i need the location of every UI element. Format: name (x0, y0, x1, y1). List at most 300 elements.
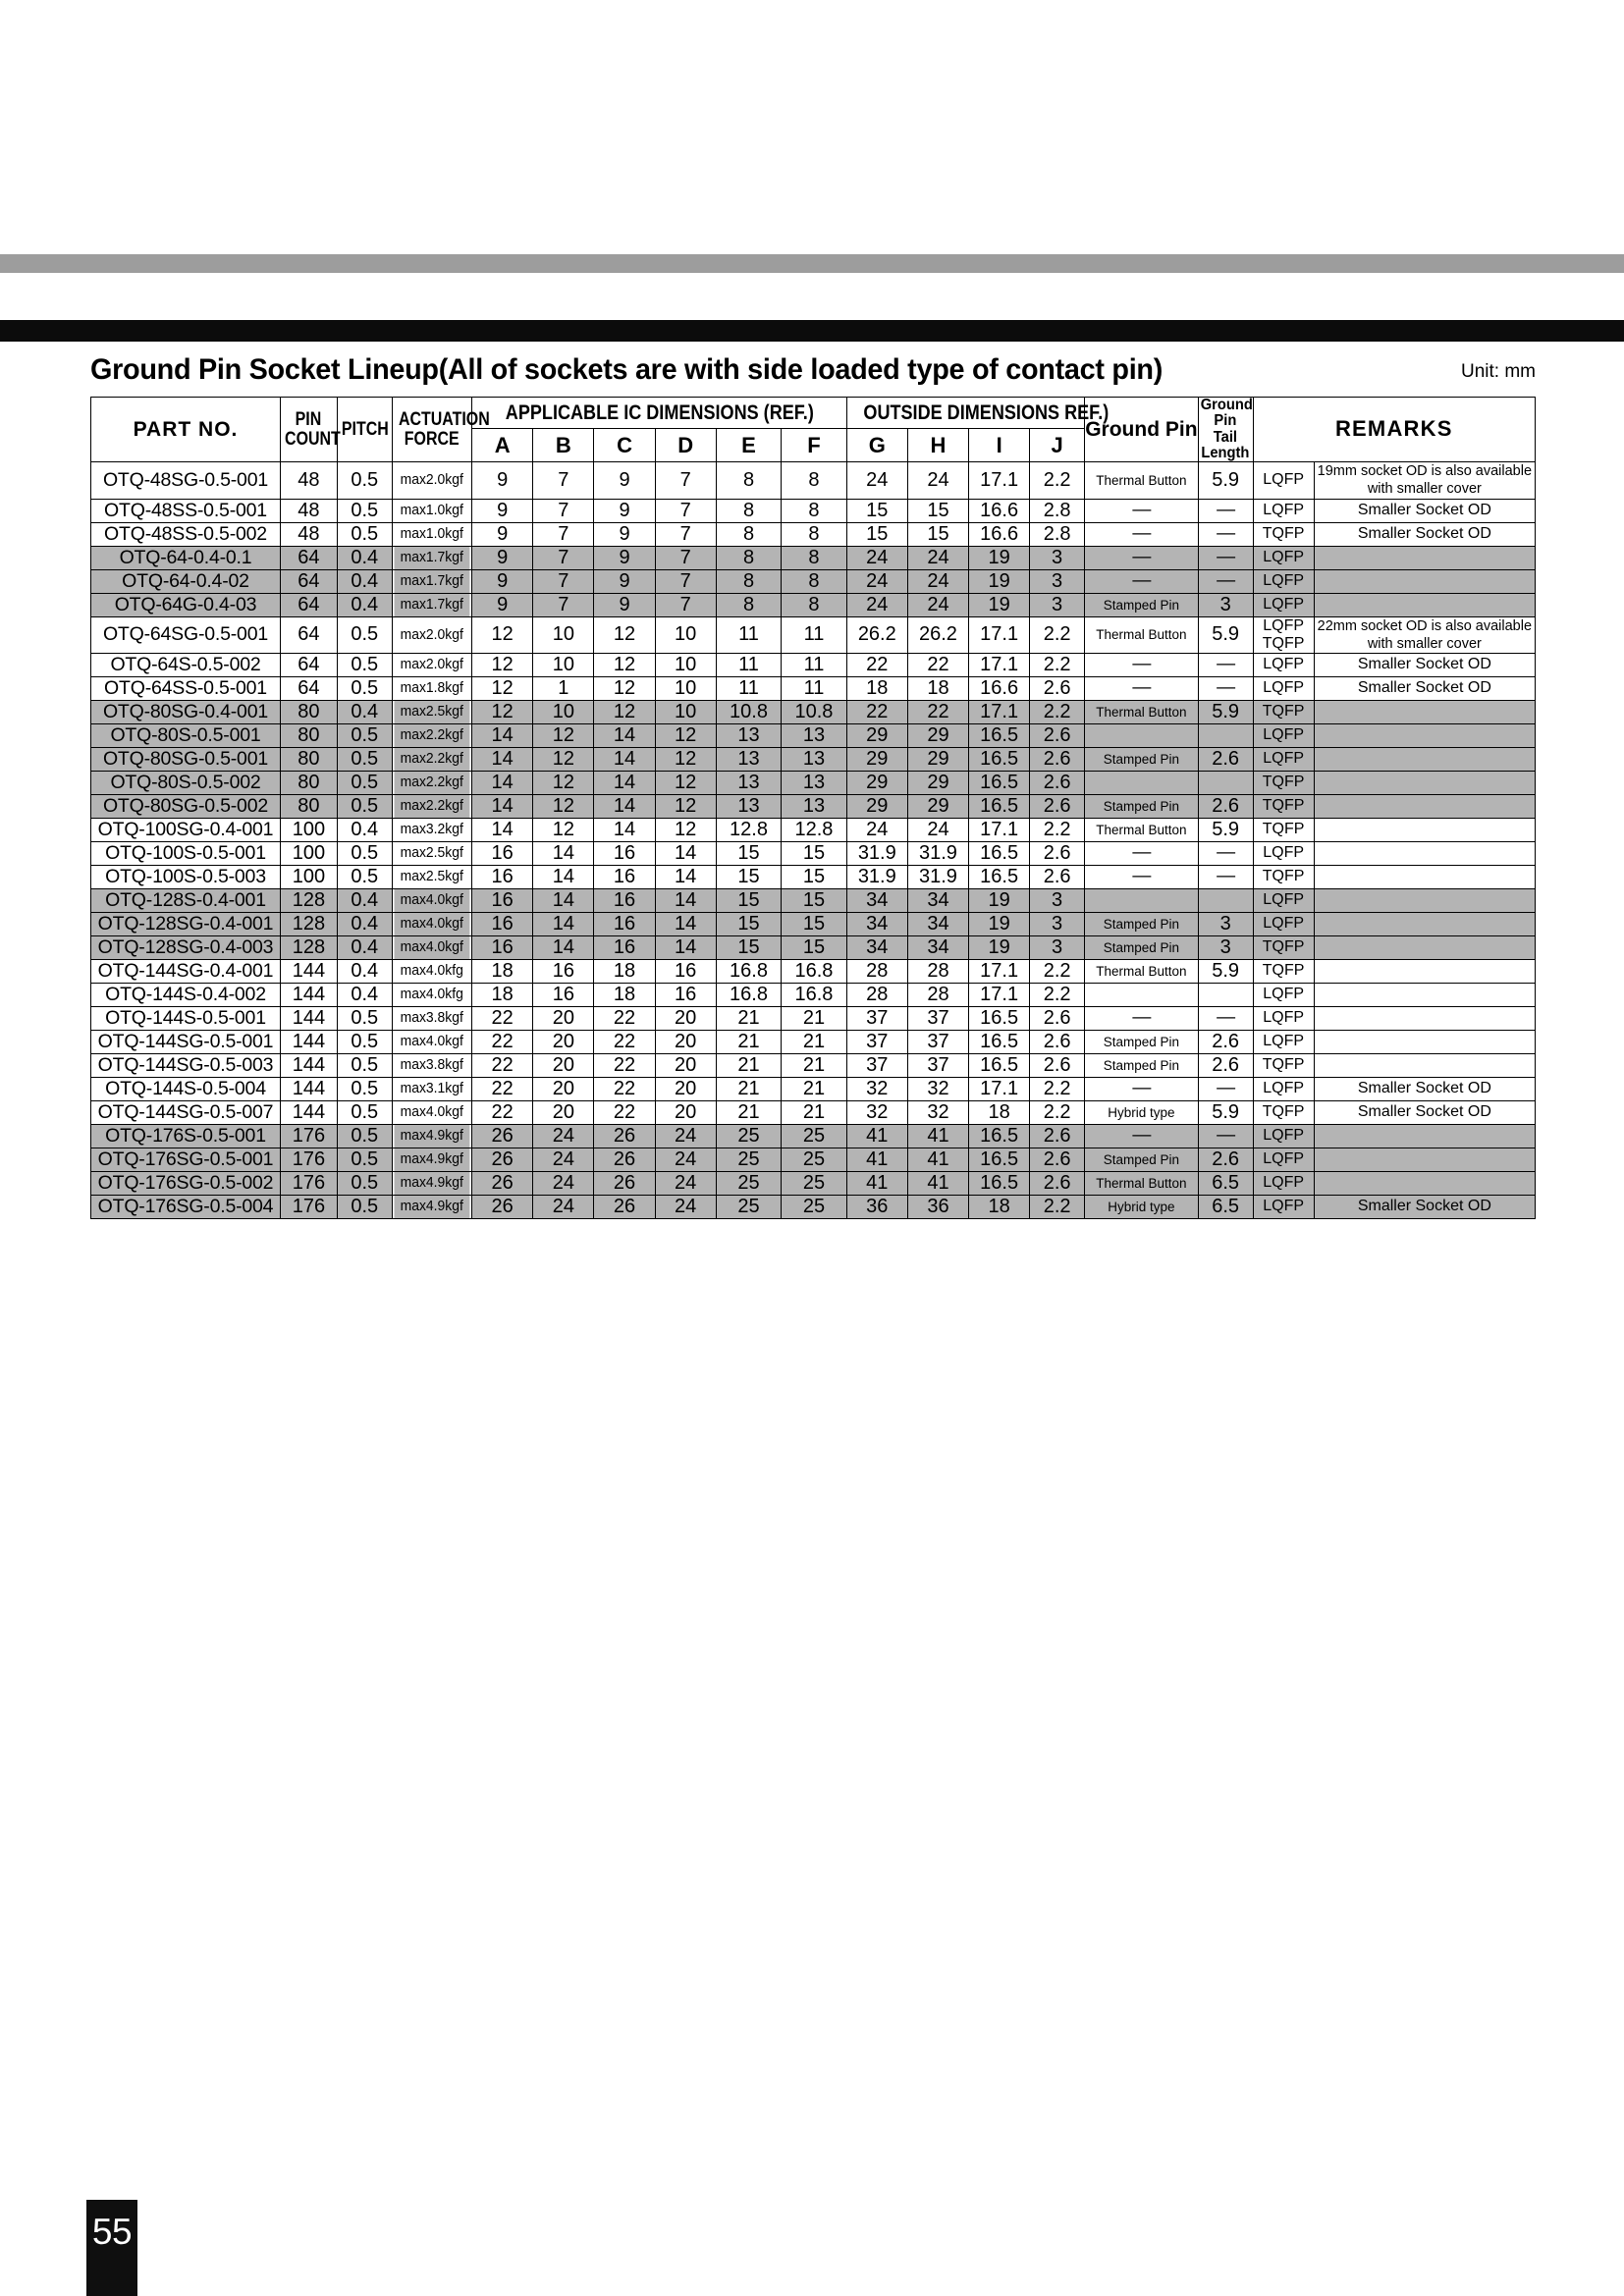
cell-H: 28 (907, 959, 968, 983)
cell-D: 14 (655, 912, 716, 935)
cell-part_no: OTQ-144SG-0.5-003 (91, 1053, 281, 1077)
cell-package: LQFP (1253, 593, 1314, 616)
cell-H: 26.2 (907, 616, 968, 653)
cell-force: max4.0kgf (394, 1030, 470, 1053)
cell-pitch: 0.5 (337, 522, 392, 546)
cell-tail: 5.9 (1198, 1100, 1253, 1124)
cell-A: 9 (472, 462, 533, 499)
cell-I: 16.5 (969, 747, 1030, 771)
cell-H: 29 (907, 794, 968, 818)
cell-pitch: 0.4 (337, 959, 392, 983)
cell-pin_count: 128 (280, 888, 337, 912)
cell-G: 29 (846, 794, 907, 818)
cell-tail: 5.9 (1198, 959, 1253, 983)
cell-H: 22 (907, 700, 968, 723)
cell-E: 8 (716, 499, 781, 522)
cell-remarks (1314, 794, 1535, 818)
cell-pitch: 0.5 (337, 747, 392, 771)
cell-tail: 3 (1198, 935, 1253, 959)
cell-pitch: 0.4 (337, 569, 392, 593)
cell-C: 22 (594, 1053, 655, 1077)
cell-ground_pin: Hybrid type (1085, 1100, 1199, 1124)
table-row (91, 771, 1536, 794)
cell-G: 24 (846, 818, 907, 841)
cell-force: max4.9kgf (394, 1195, 470, 1218)
cell-pitch: 0.4 (337, 888, 392, 912)
cell-J: 2.6 (1030, 1006, 1085, 1030)
cell-G: 28 (846, 959, 907, 983)
cell-ground_pin: — (1085, 499, 1199, 522)
cell-part_no: OTQ-48SS-0.5-001 (91, 499, 281, 522)
cell-C: 9 (594, 499, 655, 522)
cell-part_no: OTQ-144S-0.5-004 (91, 1077, 281, 1100)
cell-A: 22 (472, 1053, 533, 1077)
cell-ground_pin: Thermal Button (1085, 462, 1199, 499)
cell-H: 34 (907, 888, 968, 912)
header-row-group (91, 398, 1536, 429)
cell-G: 36 (846, 1195, 907, 1218)
cell-A: 9 (472, 569, 533, 593)
cell-G: 37 (846, 1030, 907, 1053)
cell-force: max3.2kgf (394, 818, 470, 841)
cell-D: 24 (655, 1195, 716, 1218)
cell-J: 3 (1030, 593, 1085, 616)
cell-D: 12 (655, 818, 716, 841)
cell-I: 19 (969, 912, 1030, 935)
cell-pin_count: 80 (280, 771, 337, 794)
cell-F: 25 (782, 1124, 846, 1148)
cell-pitch: 0.5 (337, 1077, 392, 1100)
cell-remarks (1314, 1148, 1535, 1171)
cell-H: 37 (907, 1053, 968, 1077)
cell-D: 20 (655, 1006, 716, 1030)
cell-ground_pin: — (1085, 865, 1199, 888)
col-header-dim-j: J (1030, 429, 1085, 462)
cell-part_no: OTQ-80SG-0.5-001 (91, 747, 281, 771)
cell-H: 28 (907, 983, 968, 1006)
cell-pin_count: 64 (280, 653, 337, 676)
cell-E: 10.8 (716, 700, 781, 723)
cell-H: 24 (907, 569, 968, 593)
cell-J: 3 (1030, 569, 1085, 593)
cell-force: max1.0kgf (394, 499, 470, 522)
cell-F: 8 (782, 546, 846, 569)
cell-I: 17.1 (969, 959, 1030, 983)
cell-remarks: Smaller Socket OD (1314, 499, 1535, 522)
cell-pin_count: 64 (280, 676, 337, 700)
cell-A: 22 (472, 1100, 533, 1124)
cell-D: 16 (655, 983, 716, 1006)
cell-E: 11 (716, 616, 781, 653)
cell-E: 21 (716, 1100, 781, 1124)
table-row (91, 676, 1536, 700)
cell-force: max2.5kgf (394, 865, 470, 888)
cell-force: max2.0kgf (394, 616, 470, 653)
cell-J: 2.2 (1030, 983, 1085, 1006)
cell-ground_pin: Thermal Button (1085, 700, 1199, 723)
cell-E: 13 (716, 794, 781, 818)
cell-D: 12 (655, 771, 716, 794)
cell-F: 13 (782, 747, 846, 771)
table-row (91, 499, 1536, 522)
cell-force: max3.1kgf (394, 1077, 470, 1100)
cell-D: 7 (655, 462, 716, 499)
cell-force: max4.0kgf (394, 912, 470, 935)
cell-G: 37 (846, 1006, 907, 1030)
cell-H: 29 (907, 723, 968, 747)
cell-A: 26 (472, 1195, 533, 1218)
cell-F: 21 (782, 1077, 846, 1100)
cell-C: 9 (594, 546, 655, 569)
cell-B: 7 (533, 593, 594, 616)
cell-F: 25 (782, 1171, 846, 1195)
cell-C: 9 (594, 593, 655, 616)
col-header-remarks: REMARKS (1253, 398, 1535, 462)
cell-remarks: Smaller Socket OD (1314, 653, 1535, 676)
cell-force: max2.0kgf (394, 462, 470, 499)
cell-part_no: OTQ-128SG-0.4-003 (91, 935, 281, 959)
cell-H: 24 (907, 462, 968, 499)
cell-tail: 6.5 (1198, 1195, 1253, 1218)
cell-I: 17.1 (969, 653, 1030, 676)
cell-E: 13 (716, 723, 781, 747)
cell-A: 14 (472, 771, 533, 794)
col-header-ground-pin: Ground Pin (1085, 398, 1199, 462)
cell-J: 3 (1030, 935, 1085, 959)
cell-part_no: OTQ-128S-0.4-001 (91, 888, 281, 912)
cell-tail: — (1198, 676, 1253, 700)
cell-D: 12 (655, 747, 716, 771)
cell-I: 18 (969, 1195, 1030, 1218)
cell-G: 22 (846, 653, 907, 676)
cell-B: 16 (533, 983, 594, 1006)
cell-D: 14 (655, 841, 716, 865)
cell-C: 22 (594, 1100, 655, 1124)
cell-I: 18 (969, 1100, 1030, 1124)
cell-E: 15 (716, 912, 781, 935)
cell-E: 8 (716, 522, 781, 546)
cell-pitch: 0.4 (337, 593, 392, 616)
cell-part_no: OTQ-80S-0.5-002 (91, 771, 281, 794)
cell-H: 24 (907, 546, 968, 569)
cell-pitch: 0.5 (337, 499, 392, 522)
cell-force: max3.8kgf (394, 1006, 470, 1030)
cell-A: 26 (472, 1171, 533, 1195)
cell-tail: 3 (1198, 593, 1253, 616)
cell-J: 3 (1030, 546, 1085, 569)
cell-package: LQFP (1253, 912, 1314, 935)
cell-I: 16.5 (969, 723, 1030, 747)
cell-D: 20 (655, 1030, 716, 1053)
cell-J: 2.2 (1030, 1100, 1085, 1124)
cell-package: LQFP (1253, 676, 1314, 700)
cell-D: 24 (655, 1148, 716, 1171)
cell-C: 16 (594, 865, 655, 888)
cell-package: LQFP (1253, 1171, 1314, 1195)
cell-pin_count: 128 (280, 935, 337, 959)
cell-remarks (1314, 771, 1535, 794)
cell-ground_pin: — (1085, 522, 1199, 546)
cell-tail: — (1198, 865, 1253, 888)
cell-E: 15 (716, 935, 781, 959)
cell-force: max1.7kgf (394, 546, 470, 569)
cell-D: 24 (655, 1171, 716, 1195)
cell-remarks (1314, 700, 1535, 723)
col-header-pin-count: PIN COUNT (285, 398, 333, 462)
cell-B: 14 (533, 912, 594, 935)
cell-ground_pin: Stamped Pin (1085, 593, 1199, 616)
table-row (91, 794, 1536, 818)
cell-F: 21 (782, 1053, 846, 1077)
page-title: Ground Pin Socket Lineup(All of sockets are with side loaded type of contact pin) (90, 353, 1164, 386)
cell-pitch: 0.5 (337, 462, 392, 499)
cell-force: max2.5kgf (394, 700, 470, 723)
cell-part_no: OTQ-144SG-0.5-007 (91, 1100, 281, 1124)
cell-A: 16 (472, 912, 533, 935)
cell-E: 13 (716, 747, 781, 771)
cell-pin_count: 48 (280, 499, 337, 522)
cell-force: max2.2kgf (394, 747, 470, 771)
cell-C: 16 (594, 912, 655, 935)
cell-H: 32 (907, 1077, 968, 1100)
cell-part_no: OTQ-144SG-0.5-001 (91, 1030, 281, 1053)
cell-part_no: OTQ-80SG-0.4-001 (91, 700, 281, 723)
cell-E: 15 (716, 841, 781, 865)
cell-J: 2.6 (1030, 841, 1085, 865)
cell-C: 12 (594, 616, 655, 653)
tail-length-l4: Length (1201, 444, 1250, 461)
cell-G: 26.2 (846, 616, 907, 653)
cell-F: 21 (782, 1100, 846, 1124)
table-row (91, 747, 1536, 771)
cell-C: 26 (594, 1171, 655, 1195)
cell-F: 25 (782, 1148, 846, 1171)
cell-ground_pin: — (1085, 1006, 1199, 1030)
cell-package: LQFP (1253, 888, 1314, 912)
cell-F: 8 (782, 569, 846, 593)
cell-D: 24 (655, 1124, 716, 1148)
cell-G: 15 (846, 522, 907, 546)
cell-force: max4.0kgf (394, 935, 470, 959)
cell-remarks (1314, 747, 1535, 771)
cell-E: 8 (716, 546, 781, 569)
cell-part_no: OTQ-64G-0.4-03 (91, 593, 281, 616)
cell-G: 34 (846, 888, 907, 912)
cell-I: 17.1 (969, 616, 1030, 653)
cell-package: TQFP (1253, 794, 1314, 818)
cell-tail: — (1198, 546, 1253, 569)
cell-H: 41 (907, 1148, 968, 1171)
cell-E: 13 (716, 771, 781, 794)
cell-E: 21 (716, 1077, 781, 1100)
cell-C: 16 (594, 888, 655, 912)
cell-package: LQFP (1253, 1077, 1314, 1100)
cell-D: 16 (655, 959, 716, 983)
cell-J: 2.6 (1030, 1030, 1085, 1053)
cell-I: 19 (969, 888, 1030, 912)
cell-A: 18 (472, 959, 533, 983)
cell-force: max1.7kgf (394, 593, 470, 616)
cell-tail: 5.9 (1198, 462, 1253, 499)
cell-H: 29 (907, 771, 968, 794)
cell-package: TQFP (1253, 865, 1314, 888)
cell-B: 12 (533, 818, 594, 841)
cell-pitch: 0.5 (337, 653, 392, 676)
cell-remarks (1314, 1053, 1535, 1077)
cell-D: 14 (655, 888, 716, 912)
cell-E: 21 (716, 1006, 781, 1030)
table-row (91, 983, 1536, 1006)
cell-H: 32 (907, 1100, 968, 1124)
cell-C: 14 (594, 818, 655, 841)
header-black-rule (0, 320, 1624, 342)
table-row (91, 1053, 1536, 1077)
cell-I: 16.6 (969, 676, 1030, 700)
cell-A: 14 (472, 723, 533, 747)
cell-E: 8 (716, 569, 781, 593)
cell-tail: 3 (1198, 912, 1253, 935)
cell-part_no: OTQ-48SG-0.5-001 (91, 462, 281, 499)
cell-J: 2.6 (1030, 865, 1085, 888)
cell-D: 10 (655, 653, 716, 676)
table-row (91, 616, 1536, 653)
cell-H: 18 (907, 676, 968, 700)
cell-force: max1.8kgf (394, 676, 470, 700)
cell-part_no: OTQ-64-0.4-02 (91, 569, 281, 593)
cell-B: 24 (533, 1171, 594, 1195)
cell-ground_pin: Thermal Button (1085, 616, 1199, 653)
cell-pin_count: 100 (280, 841, 337, 865)
cell-pin_count: 176 (280, 1124, 337, 1148)
col-header-dim-f: F (782, 429, 846, 462)
cell-A: 26 (472, 1148, 533, 1171)
cell-package: LQFP (1253, 1006, 1314, 1030)
cell-J: 2.6 (1030, 747, 1085, 771)
cell-F: 16.8 (782, 983, 846, 1006)
cell-C: 14 (594, 747, 655, 771)
cell-J: 2.8 (1030, 522, 1085, 546)
cell-A: 22 (472, 1077, 533, 1100)
tail-length-l3: Tail (1214, 428, 1238, 446)
cell-H: 29 (907, 747, 968, 771)
cell-C: 12 (594, 700, 655, 723)
cell-remarks (1314, 593, 1535, 616)
cell-B: 12 (533, 771, 594, 794)
table-row (91, 522, 1536, 546)
cell-J: 2.6 (1030, 723, 1085, 747)
cell-tail (1198, 723, 1253, 747)
cell-E: 16.8 (716, 983, 781, 1006)
cell-F: 12.8 (782, 818, 846, 841)
table-row (91, 593, 1536, 616)
cell-E: 11 (716, 653, 781, 676)
cell-C: 18 (594, 959, 655, 983)
cell-part_no: OTQ-100S-0.5-003 (91, 865, 281, 888)
cell-pitch: 0.5 (337, 616, 392, 653)
cell-B: 20 (533, 1077, 594, 1100)
page-number: 55 (86, 2200, 137, 2296)
cell-part_no: OTQ-144SG-0.4-001 (91, 959, 281, 983)
cell-D: 12 (655, 794, 716, 818)
cell-C: 14 (594, 794, 655, 818)
col-header-dim-g: G (846, 429, 907, 462)
cell-pitch: 0.4 (337, 912, 392, 935)
cell-B: 20 (533, 1006, 594, 1030)
cell-I: 16.5 (969, 1030, 1030, 1053)
cell-tail: — (1198, 1006, 1253, 1030)
cell-C: 14 (594, 723, 655, 747)
cell-B: 7 (533, 546, 594, 569)
cell-pitch: 0.4 (337, 983, 392, 1006)
cell-remarks (1314, 865, 1535, 888)
cell-A: 9 (472, 593, 533, 616)
cell-package: TQFP (1253, 700, 1314, 723)
cell-B: 16 (533, 959, 594, 983)
col-header-dim-e: E (716, 429, 781, 462)
cell-F: 21 (782, 1006, 846, 1030)
unit-note: Unit: mm (1461, 361, 1536, 382)
cell-package: LQFP (1253, 653, 1314, 676)
cell-E: 16.8 (716, 959, 781, 983)
cell-tail: — (1198, 499, 1253, 522)
cell-F: 15 (782, 865, 846, 888)
cell-ground_pin: Stamped Pin (1085, 747, 1199, 771)
cell-F: 13 (782, 771, 846, 794)
cell-I: 17.1 (969, 700, 1030, 723)
cell-part_no: OTQ-64SS-0.5-001 (91, 676, 281, 700)
table-row (91, 1077, 1536, 1100)
table-row (91, 462, 1536, 499)
cell-part_no: OTQ-100SG-0.4-001 (91, 818, 281, 841)
cell-tail (1198, 983, 1253, 1006)
cell-part_no: OTQ-176SG-0.5-004 (91, 1195, 281, 1218)
cell-J: 2.2 (1030, 462, 1085, 499)
cell-ground_pin: Stamped Pin (1085, 912, 1199, 935)
cell-J: 2.2 (1030, 1195, 1085, 1218)
cell-A: 22 (472, 1006, 533, 1030)
cell-force: max2.5kgf (394, 841, 470, 865)
cell-package: LQFP (1253, 1124, 1314, 1148)
cell-pin_count: 176 (280, 1171, 337, 1195)
cell-part_no: OTQ-80SG-0.5-002 (91, 794, 281, 818)
cell-pin_count: 144 (280, 1053, 337, 1077)
table-row (91, 569, 1536, 593)
cell-B: 7 (533, 499, 594, 522)
cell-I: 16.5 (969, 1053, 1030, 1077)
cell-tail: — (1198, 1124, 1253, 1148)
table-row (91, 1006, 1536, 1030)
cell-J: 2.6 (1030, 1148, 1085, 1171)
cell-D: 10 (655, 676, 716, 700)
cell-package: LQFP (1253, 1030, 1314, 1053)
cell-force: max3.8kgf (394, 1053, 470, 1077)
col-header-dim-i: I (969, 429, 1030, 462)
cell-I: 16.5 (969, 865, 1030, 888)
cell-force: max4.0kgf (394, 1100, 470, 1124)
tail-length-l1: Ground (1200, 397, 1254, 413)
cell-package: LQFP (1253, 841, 1314, 865)
cell-force: max4.0kfg (394, 983, 470, 1006)
cell-pin_count: 80 (280, 700, 337, 723)
cell-C: 22 (594, 1077, 655, 1100)
cell-H: 31.9 (907, 841, 968, 865)
cell-pin_count: 100 (280, 865, 337, 888)
table-row (91, 1124, 1536, 1148)
cell-G: 29 (846, 723, 907, 747)
cell-J: 2.6 (1030, 1171, 1085, 1195)
cell-H: 36 (907, 1195, 968, 1218)
cell-B: 14 (533, 935, 594, 959)
